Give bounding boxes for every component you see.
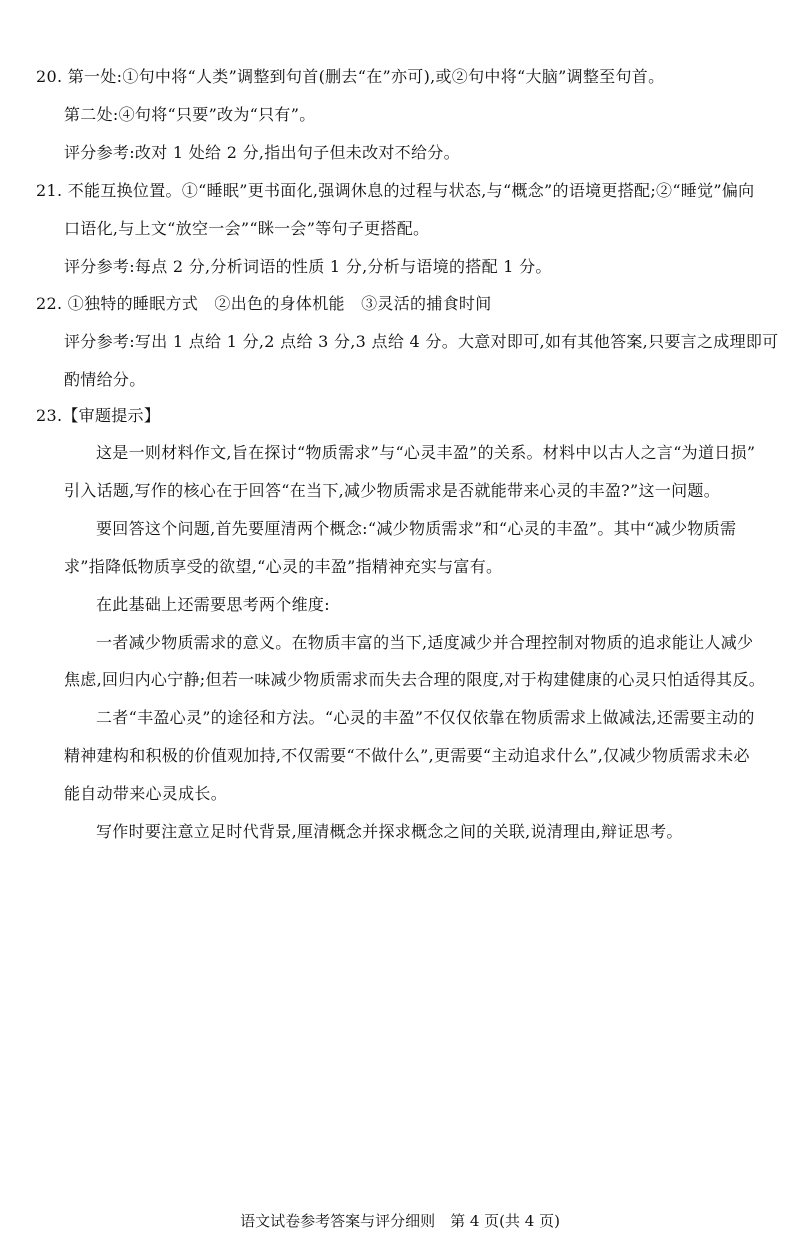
answer-23-para-4-line-1: 一者减少物质需求的意义。在物质丰富的当下,适度减少并合理控制对物质的追求能让人减少: [96, 633, 754, 652]
answer-23-para-5-line-3: 能自动带来心灵成长。: [64, 784, 228, 803]
answer-20-line-1: 20. 第一处:①句中将“人类”调整到句首(删去“在”亦可),或②句中将“大脑”调整至句首。: [36, 67, 665, 86]
answer-22-scoring-2: 酌情给分。: [64, 370, 146, 389]
answer-23-para-4-line-2: 焦虑,回归内心宁静;但若一味减少物质需求而失去合理的限度,对于构建健康的心灵只怕适得其反。: [64, 670, 766, 689]
answer-23-para-1-line-2: 引入话题,写作的核心在于回答“在当下,减少物质需求是否就能带来心灵的丰盈?”这一问题。: [64, 481, 721, 500]
answer-20-scoring: 评分参考:改对 1 处给 2 分,指出句子但未改对不给分。: [64, 143, 460, 162]
answer-21-line-1: 21. 不能互换位置。①“睡眠”更书面化,强调休息的过程与状态,与“概念”的语境更搭配;②“睡觉”偏向: [36, 181, 755, 200]
answer-22-line-1: 22. ①独特的睡眠方式 ②出色的身体机能 ③灵活的捕食时间: [36, 294, 492, 313]
answer-22-scoring-1: 评分参考:写出 1 点给 1 分,2 点给 3 分,3 点给 4 分。大意对即可,如有其他答案,只要言之成理即可: [64, 332, 779, 351]
answer-23-para-1-line-1: 这是一则材料作文,旨在探讨“物质需求”与“心灵丰盈”的关系。材料中以古人之言“为道日损”: [96, 443, 756, 462]
answer-23-para-3: 在此基础上还需要思考两个维度:: [96, 595, 330, 614]
answer-21-scoring: 评分参考:每点 2 分,分析词语的性质 1 分,分析与语境的搭配 1 分。: [64, 257, 552, 276]
answer-23-para-5-line-2: 精神建构和积极的价值观加持,不仅需要“不做什么”,更需要“主动追求什么”,仅减少物质需求未必: [64, 746, 750, 765]
answer-23-para-6: 写作时要注意立足时代背景,厘清概念并探求概念之间的关联,说清理由,辩证思考。: [96, 822, 683, 841]
page-footer: 语文试卷参考答案与评分细则 第 4 页(共 4 页): [240, 1212, 560, 1230]
answer-20-line-2: 第二处:④句将“只要”改为“只有”。: [64, 105, 316, 124]
answer-21-line-2: 口语化,与上文“放空一会”“眯一会”等句子更搭配。: [64, 219, 430, 238]
answer-23-para-5-line-1: 二者“丰盈心灵”的途径和方法。“心灵的丰盈”不仅仅依靠在物质需求上做减法,还需要主动的: [96, 708, 755, 727]
answer-23-para-2-line-2: 求”指降低物质享受的欲望,“心灵的丰盈”指精神充实与富有。: [64, 557, 503, 576]
answer-23-heading: 23.【审题提示】: [36, 406, 161, 425]
answer-23-para-2-line-1: 要回答这个问题,首先要厘清两个概念:“减少物质需求”和“心灵的丰盈”。其中“减少物质需: [96, 519, 737, 538]
